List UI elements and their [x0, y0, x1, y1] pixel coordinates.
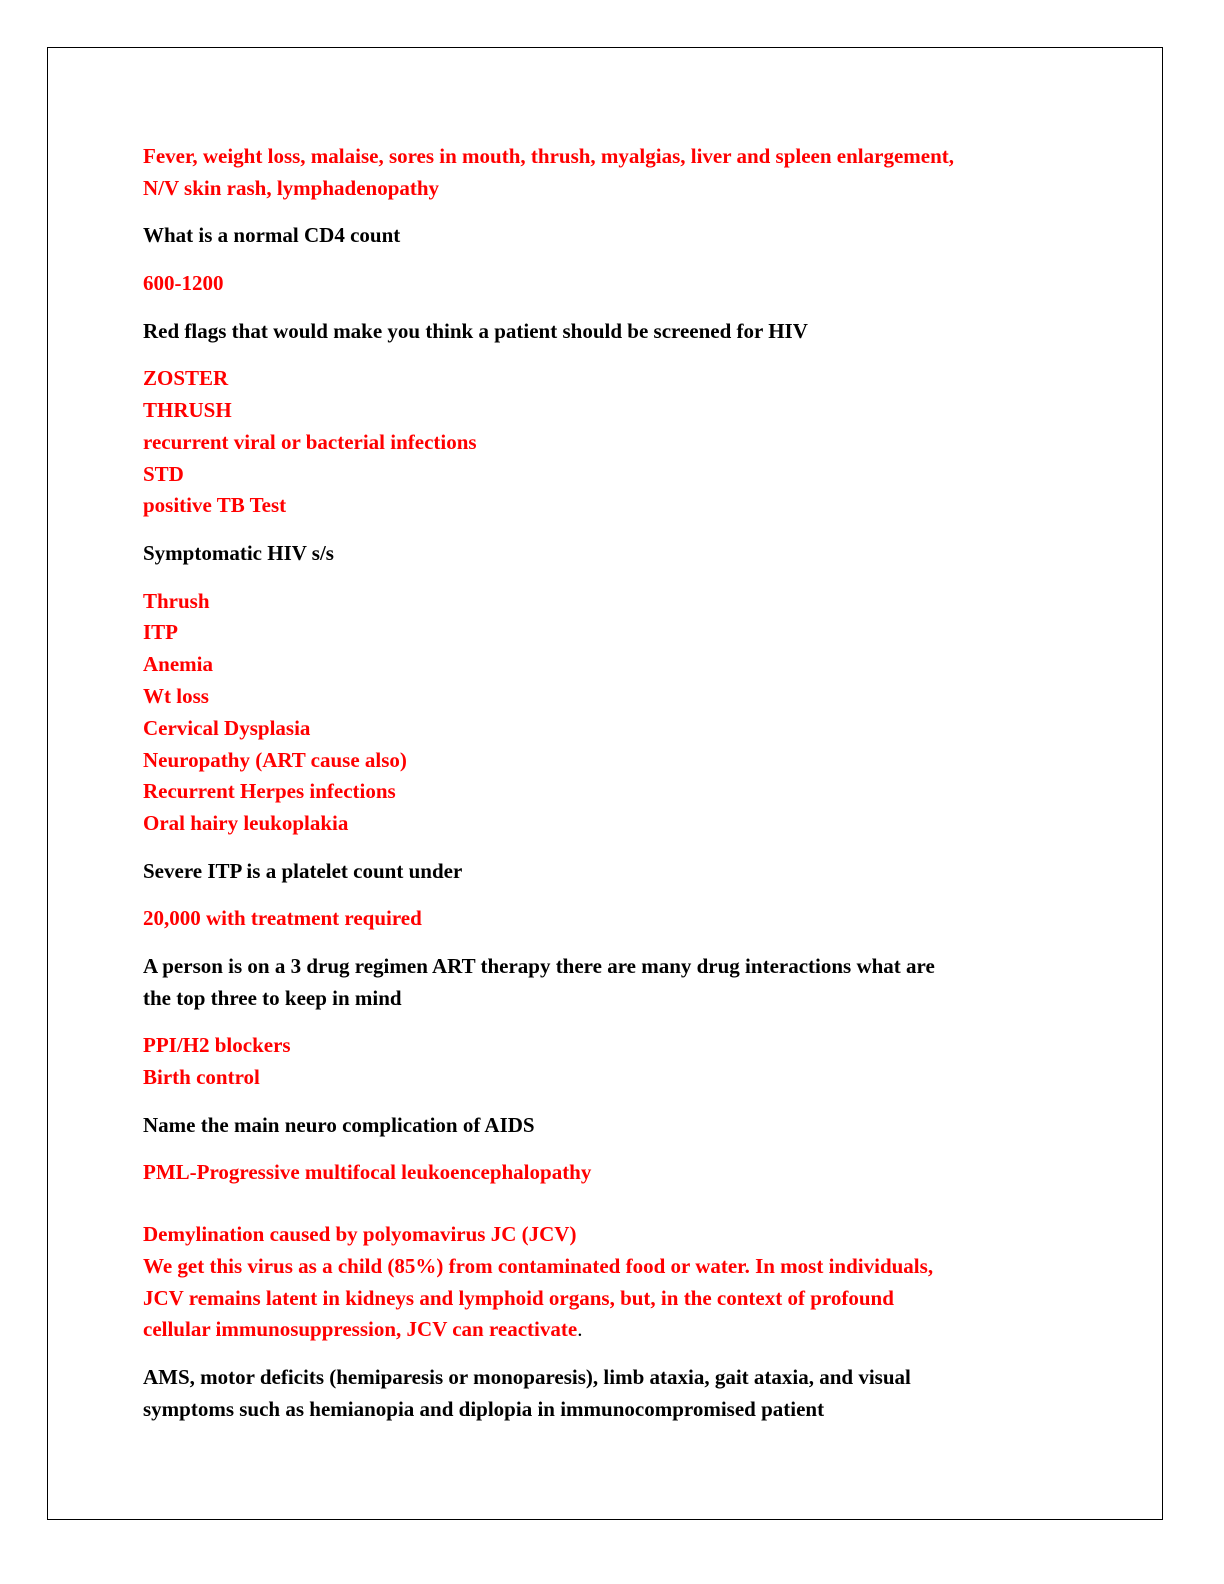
list-item: Anemia — [143, 652, 213, 677]
list-item: Recurrent Herpes infections — [143, 779, 396, 804]
text-line — [143, 1314, 1083, 1346]
list-item: THRUSH — [143, 397, 232, 422]
text-line: Symptomatic HIV s/s — [143, 540, 334, 565]
text-line: JCV remains latent in kidneys and lymphoid organs, but, in the context of profound — [143, 1285, 894, 1310]
answer-art-interactions — [143, 1030, 1083, 1094]
answer-pml — [143, 1157, 1083, 1189]
text-line: Demylination caused by polyomavirus JC (JCV) — [143, 1222, 577, 1247]
list-item: Wt loss — [143, 683, 209, 708]
answer-normal-cd4 — [143, 268, 1083, 300]
text-fragment: cellular immunosuppression, JCV can reactivate — [143, 1317, 578, 1342]
list-item: Oral hairy leukoplakia — [143, 811, 349, 836]
text-line: Red flags that would make you think a patient should be screened for HIV — [143, 318, 808, 343]
text-line: Fever, weight loss, malaise, sores in mouth, thrush, myalgias, liver and spleen enlargement, — [143, 144, 955, 168]
answer-red-flags — [143, 363, 1083, 522]
question-symptomatic-hiv — [143, 538, 1083, 570]
text-line: N/V skin rash, lymphadenopathy — [143, 175, 440, 200]
answer-symptomatic-hiv — [143, 586, 1083, 840]
list-item: Cervical Dysplasia — [143, 715, 311, 740]
list-item: ITP — [143, 620, 179, 645]
text-line: Name the main neuro complication of AIDS — [143, 1112, 535, 1137]
text-line: We get this virus as a child (85%) from contaminated food or water. In most individuals, — [143, 1253, 934, 1278]
question-normal-cd4 — [143, 220, 1083, 252]
text-line: 600-1200 — [143, 270, 224, 295]
question-neuro-complication — [143, 1110, 1083, 1142]
list-item: Thrush — [143, 588, 210, 613]
text-line: 20,000 with treatment required — [143, 906, 422, 931]
list-item: recurrent viral or bacterial infections — [143, 429, 477, 454]
text-line: the top three to keep in mind — [143, 985, 402, 1010]
question-art-interactions — [143, 951, 1083, 1015]
list-item: positive TB Test — [143, 493, 287, 518]
answer-acute-hiv-symptoms — [143, 141, 1083, 205]
text-line: PML-Progressive multifocal leukoencephalopathy — [143, 1160, 592, 1185]
period-fragment: . — [577, 1317, 583, 1342]
text-line: symptoms such as hemianopia and diplopia in immunocompromised patient — [143, 1396, 825, 1421]
text-line: A person is on a 3 drug regimen ART therapy there are many drug interactions what are — [143, 953, 935, 978]
pml-explanation — [143, 1219, 1083, 1346]
text-line: Severe ITP is a platelet count under — [143, 858, 463, 883]
list-item: Neuropathy (ART cause also) — [143, 747, 407, 772]
pml-symptoms — [143, 1362, 1083, 1426]
list-item: PPI/H2 blockers — [143, 1033, 291, 1058]
question-severe-itp — [143, 856, 1083, 888]
text-line: AMS, motor deficits (hemiparesis or monoparesis), limb ataxia, gait ataxia, and visual — [143, 1365, 911, 1390]
question-red-flags — [143, 316, 1083, 348]
list-item: STD — [143, 461, 184, 486]
list-item: ZOSTER — [143, 366, 229, 391]
list-item: Birth control — [143, 1065, 260, 1090]
text-line: What is a normal CD4 count — [143, 223, 401, 248]
document-content — [143, 141, 1083, 1441]
answer-severe-itp — [143, 903, 1083, 935]
